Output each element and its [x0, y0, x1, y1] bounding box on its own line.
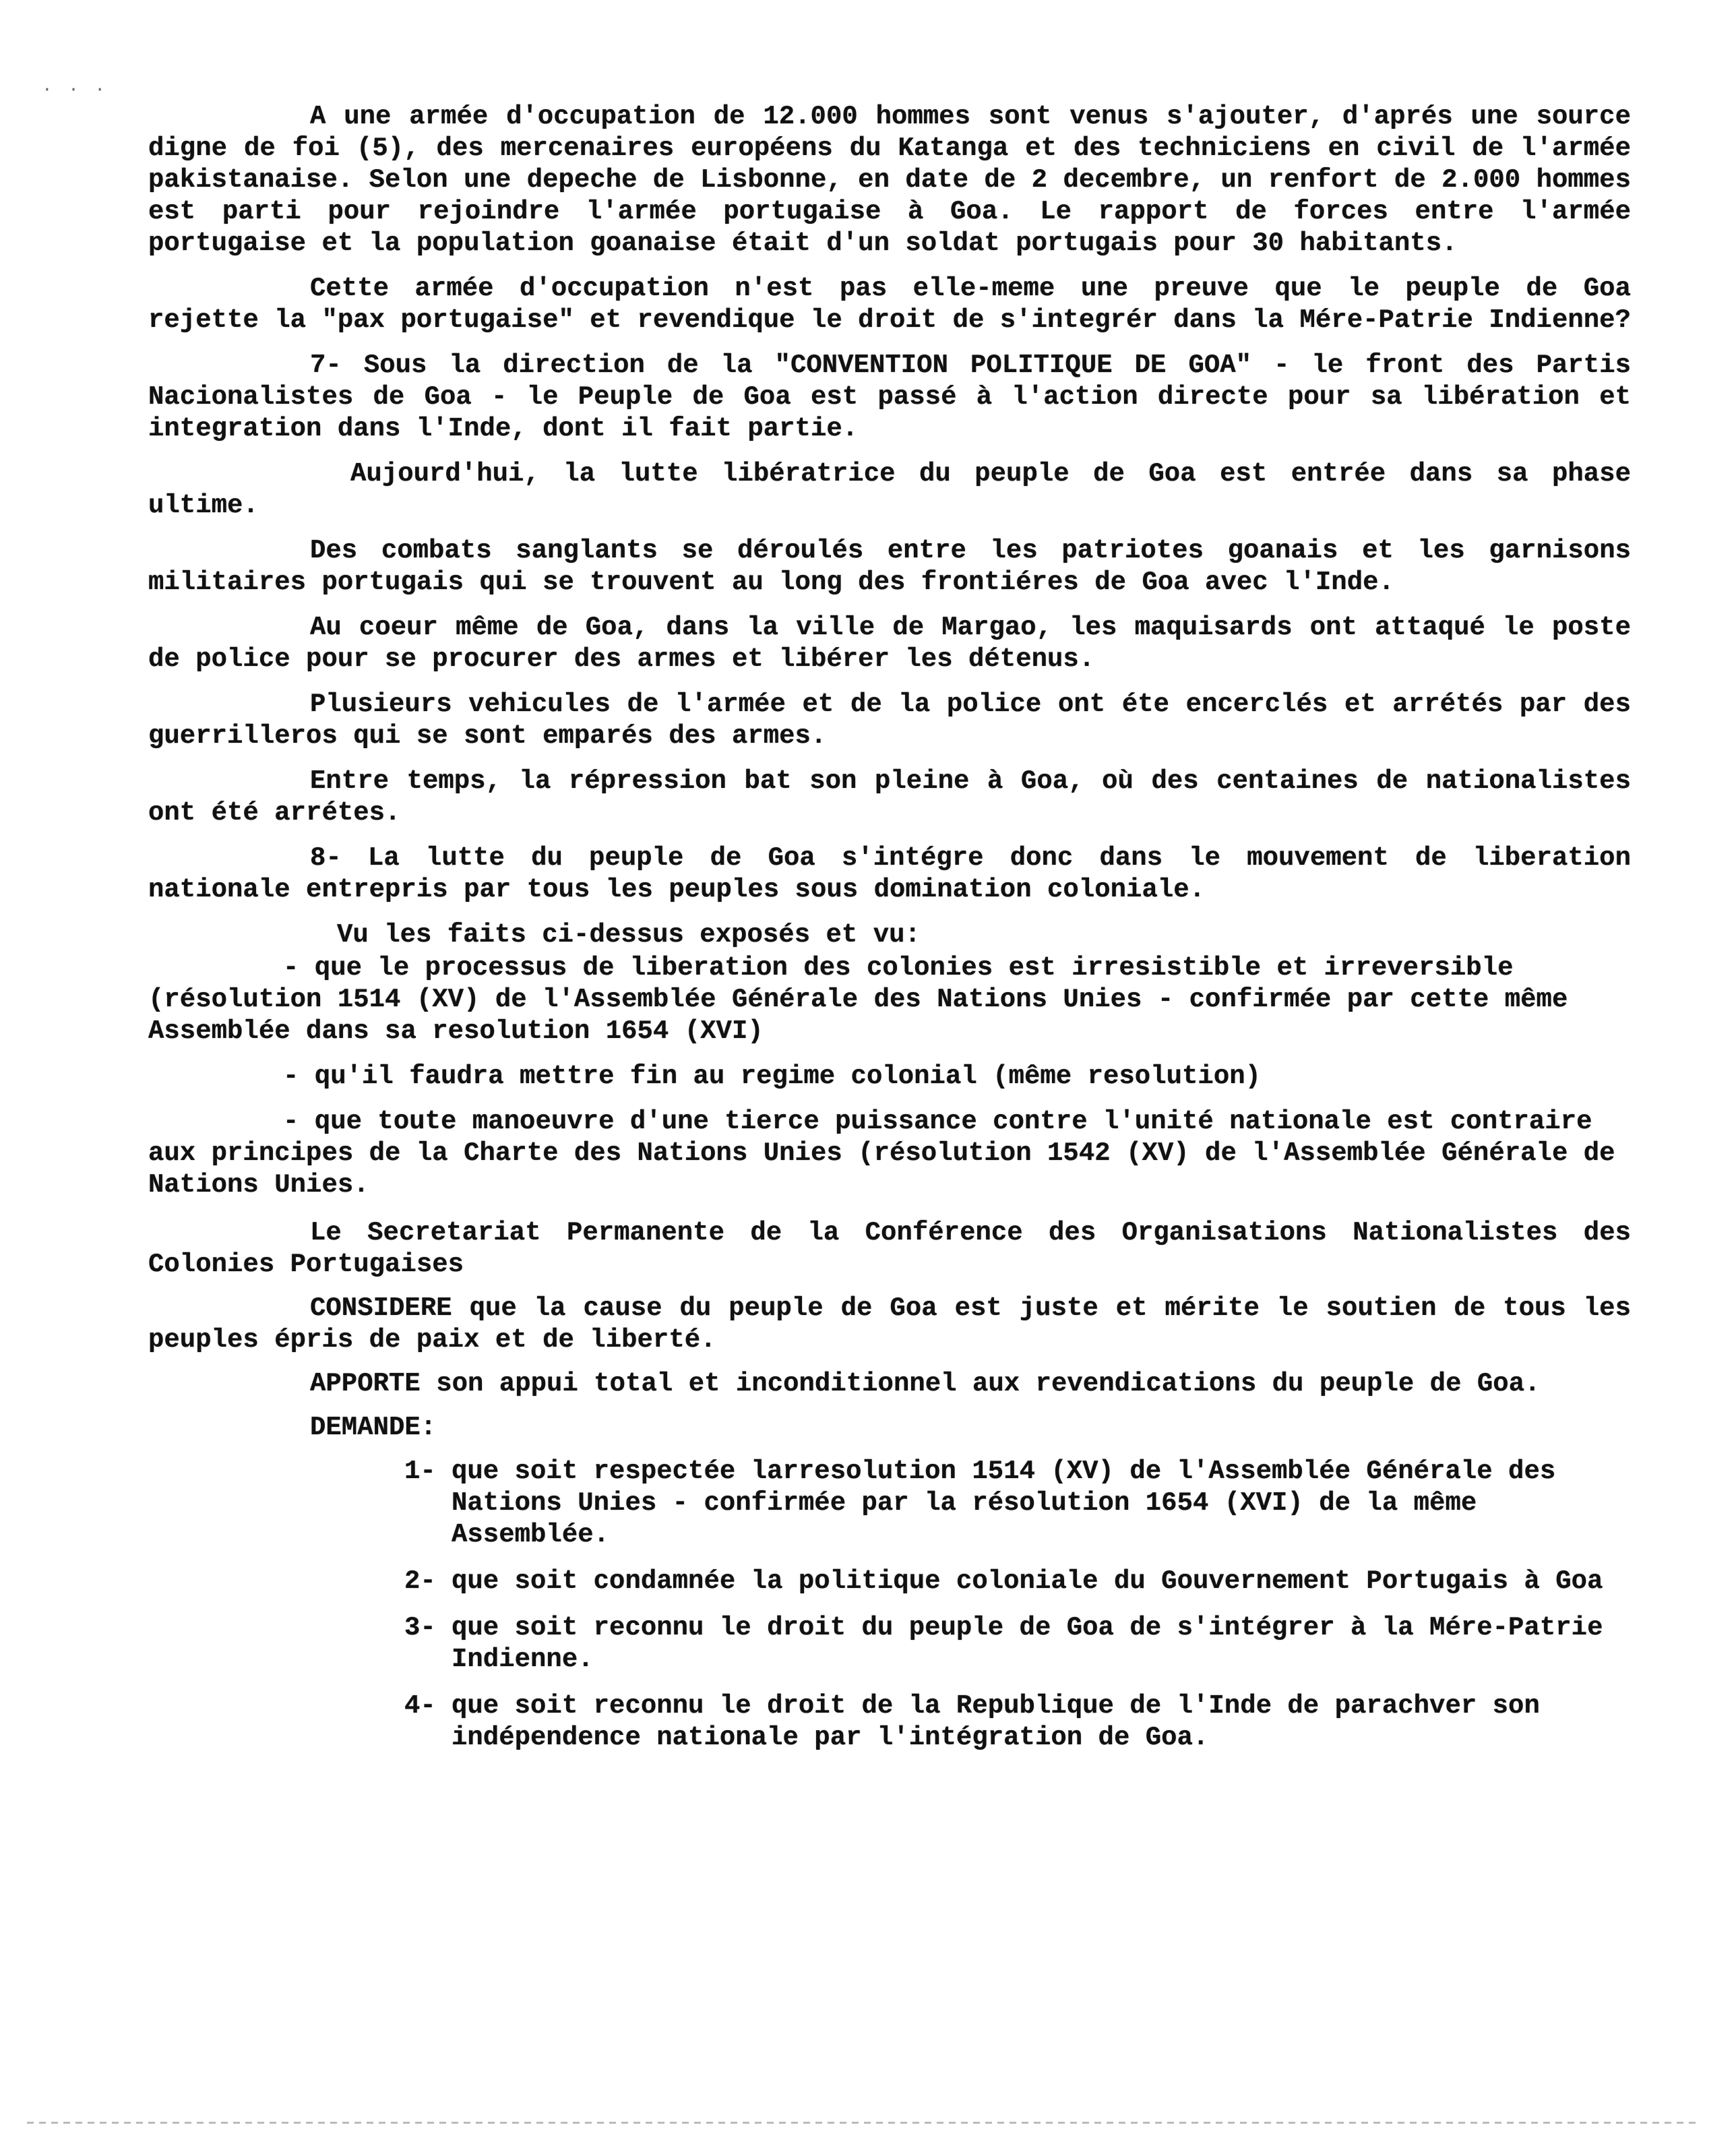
demand-item	[148, 1612, 1631, 1676]
demande-label: DEMANDE:	[310, 1413, 437, 1442]
considering-item-2: - qu'il faudra mettre fin au regime colonial (même resolution)	[283, 1062, 1262, 1091]
considering-item-1: - que le processus de liberation des colonies est irresistible et irreversible (résolution 1514 (XV) de l'Assemblée Générale des Nations Unies - confirmée par cette même Assemblée dans sa resolution 1654 (XVI)	[148, 953, 1568, 1046]
demands-list	[148, 1456, 1631, 1754]
considere-statement: CONSIDERE que la cause du peuple de Goa est juste et mérite le soutien de tous les peuples épris de paix et de liberté.	[148, 1293, 1631, 1355]
paragraph-repression: Entre temps, la répression bat son pleine à Goa, où des centaines de nationalistes ont été arrétes.	[148, 766, 1631, 828]
paragraph-margao: Au coeur même de Goa, dans la ville de Margao, les maquisards ont attaqué le poste de police pour se procurer des armes et libérer les détenus.	[148, 613, 1631, 674]
scan-footer-rule	[27, 2122, 1698, 2124]
scan-mark: · · ·	[42, 80, 108, 100]
demand-text: que soit condamnée la politique coloniale du Gouvernement Portugais à Goa	[452, 1566, 1603, 1596]
demand-text: que soit respectée larresolution 1514 (XV) de l'Assemblée Générale des Nations Unies - confirmée par la résolution 1654 (XVI) de la même Assemblée.	[452, 1457, 1556, 1550]
demand-number: 3-	[404, 1613, 436, 1643]
paragraph-point-8: 8- La lutte du peuple de Goa s'intégre donc dans le mouvement de liberation nationale entrepris par tous les peuples sous domination coloniale.	[148, 843, 1631, 905]
demand-item	[148, 1456, 1631, 1551]
document-body	[148, 101, 1631, 1769]
demand-text: que soit reconnu le droit de la Republique de l'Inde de parachver son indépendence nationale par l'intégration de Goa.	[452, 1691, 1540, 1752]
paragraph-point-7: 7- Sous la direction de la "CONVENTION POLITIQUE DE GOA" - le front des Partis Nacionalistes de Goa - le Peuple de Goa est passé à l'action directe pour sa libération et integration dans l'Inde, dont il fait partie.	[148, 350, 1631, 443]
demand-number: 1-	[404, 1457, 436, 1486]
paragraph-final-phase: Aujourd'hui, la lutte libératrice du peuple de Goa est entrée dans sa phase ultime.	[148, 459, 1631, 520]
demand-number: 2-	[404, 1566, 436, 1596]
demand-item	[148, 1566, 1631, 1597]
demand-item	[148, 1690, 1631, 1754]
considering-item-3: - que toute manoeuvre d'une tierce puissance contre l'unité nationale est contraire aux principes de la Charte des Nations Unies (résolution 1542 (XV) de l'Assemblée Générale de Nations Unies.	[148, 1107, 1615, 1200]
paragraph-vehicles: Plusieurs vehicules de l'armée et de la police ont éte encerclés et arrétés par des guerrilleros qui se sont emparés des armes.	[148, 689, 1631, 751]
apporte-statement: APPORTE son appui total et inconditionnel aux revendications du peuple de Goa.	[310, 1369, 1541, 1399]
demand-text: que soit reconnu le droit du peuple de Goa de s'intégrer à la Mére-Patrie Indienne.	[452, 1613, 1603, 1674]
paragraph-occupation-army: A une armée d'occupation de 12.000 hommes sont venus s'ajouter, d'aprés une source digne de foi (5), des mercenaires européens du Katanga et des techniciens en civil de l'armée pakistanaise. Selon une depeche de Lisbonne, en date de 2 decembre, un renfort de 2.000 hommes est parti pour rejoindre l'armée portugaise à Goa. Le rapport de forces entre l'armée portugaise et la population goanaise était d'un soldat portugais pour 30 habitants.	[148, 102, 1631, 258]
secretariat-heading: Le Secretariat Permanente de la Conférence des Organisations Nationalistes des Colonies Portugaises	[148, 1218, 1631, 1279]
paragraph-rejection: Cette armée d'occupation n'est pas elle-meme une preuve que le peuple de Goa rejette la "pax portugaise" et revendique le droit de s'integrér dans la Mére-Patrie Indienne?	[148, 274, 1631, 335]
paragraph-combats: Des combats sanglants se déroulés entre les patriotes goanais et les garnisons militaires portugais qui se trouvent au long des frontiéres de Goa avec l'Inde.	[148, 536, 1631, 597]
considering-intro: Vu les faits ci-dessus exposés et vu:	[337, 920, 921, 950]
demand-number: 4-	[404, 1691, 436, 1721]
